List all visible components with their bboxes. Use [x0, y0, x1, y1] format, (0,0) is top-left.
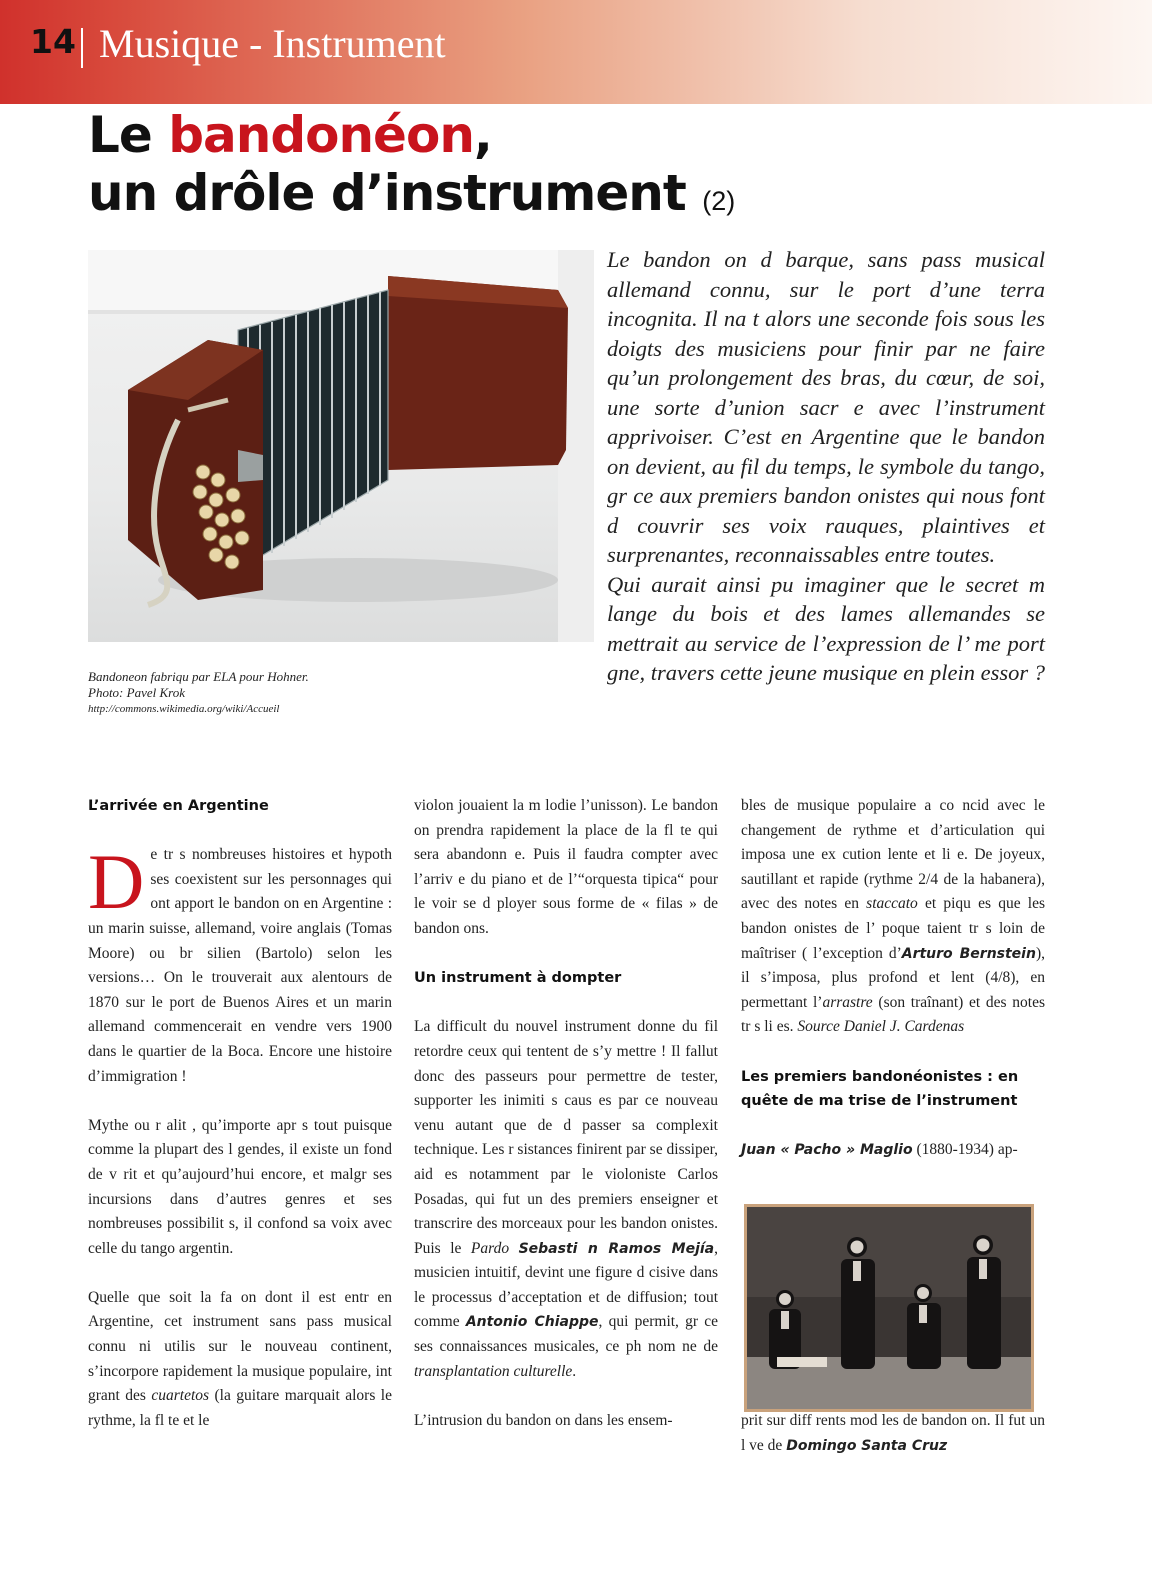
intro-text: [607, 245, 1045, 688]
article-column-1: [88, 794, 392, 1458]
drop-cap: D: [88, 838, 145, 926]
name-chiappe: Antonio Chiappe: [465, 1314, 599, 1331]
caption-url: http://commons.wikimedia.org/wiki/Accueil: [88, 703, 280, 715]
heading-dompter: Un instrument à dompter: [414, 970, 622, 987]
title-line-1: [88, 106, 735, 164]
col2-paragraph-2: [414, 1015, 718, 1384]
page-number: 14: [30, 22, 76, 61]
article-title: [88, 106, 735, 230]
section-title: Musique - Instrument: [99, 21, 446, 66]
article-column-2: [414, 794, 718, 1458]
col1-p3-italic: cuartetos: [151, 1387, 210, 1405]
col2-p2-italic-2: transplantation culturelle: [414, 1362, 573, 1380]
col1-paragraph-2: Mythe ou r alit , qu’importe apr s tout puisque comme la plupart des l gendes, il existe un fond de v rit et qu’aujourd’hui encore, et malgr ses incursions dans d’autres genres et ses nombreuses possibilit s, il confond sa voix avec celle du tango argentin.: [88, 1116, 392, 1257]
title-line2-text: un drôle d’instrument: [88, 164, 686, 222]
col2-p2c: , qui permit, gr ce ses connaissances musicales, ce ph nom ne de: [414, 1313, 718, 1356]
col3-p3a: prit sur diff rents mod les de bandon on. Il fut un l ve de: [741, 1411, 1045, 1454]
col3-paragraph-1: [741, 794, 1045, 1040]
col1-p3b: (la guitare marquait alors le rythme, la fl te et le: [88, 1387, 392, 1429]
col3-p1c: ), il s’imposa, plus profond et lent (4/8), en permettant l’: [741, 944, 1045, 1011]
col2-paragraph-1: violon jouaient la m lodie l’unisson). Le bandon on prendra rapidement la place de la fl te qui sera abandonn e. Puis il faudra compter avec l’arriv e du piano et de l’“orquesta tipica“ pour le voir se d ployer sous forme de « filas » de bandon ons.: [414, 797, 718, 937]
bandoneon-photo: [88, 250, 594, 642]
heading-arrivee: L’arrivée en Argentine: [88, 798, 269, 814]
title-line-2: [88, 164, 735, 230]
col3-paragraph-2: [741, 1138, 1045, 1163]
name-maglio: Juan « Pacho » Maglio: [741, 1142, 913, 1159]
col3-p1b: et piqu es que les bandon onistes de l’ poque taient tr s loin de maîtriser ( l’exception d’: [741, 895, 1045, 962]
title-highlight: bandonéon: [168, 106, 474, 164]
title-suffix: (2): [702, 186, 736, 216]
page-header: [0, 0, 1152, 104]
name-santa-cruz: Domingo Santa Cruz: [786, 1437, 948, 1454]
caption-line-2: Photo: Pavel Krok: [88, 685, 185, 700]
col3-italic-staccato: staccato: [866, 895, 918, 913]
name-bernstein: Arturo Bernstein: [901, 945, 1036, 962]
col3-italic-arrastre: arrastre: [822, 993, 873, 1011]
intro-paragraph-1: Le bandon on d barque, sans pass musical allemand connu, sur le port d’une terra incognita. Il na t alors une seconde fois sous les doigts des musiciens pour finir par ne faire qu’un prolongement des bras, du cœur, de soi, une sorte d’union sacr e avec l’instrument apprivoiser. C’est en Argentine que le bandon on devient, au fil du temps, le symbole du tango, gr ce aux premiers bandon onistes qui nous font d couvrir ses voix rauques, plaintives et surprenantes, reconnaissables entre toutes.: [607, 247, 1045, 567]
col3-source: Source Daniel J. Cardenas: [797, 1018, 965, 1036]
band-photo: [744, 1204, 1034, 1412]
col2-p2a: La difficult du nouvel instrument donne du fil retordre ceux qui tentent de s’y mettre ! Il fallut donc des passeurs pour permettre de tester, supporter les inimiti s caus es par ce nouveau venu autant que de d passer sa complexit technique. Les r sistances finirent par se dissiper, aid es notamment par le violoniste Carlos Posadas, qui fut un des premiers enseigner et transcrire des morceaux pour les bandon onistes. Puis le: [414, 1018, 718, 1257]
col3-paragraph-3: [741, 1409, 1045, 1458]
header-divider: [81, 28, 83, 68]
col2-p2d: .: [572, 1362, 577, 1380]
title-part2: ,: [473, 106, 492, 164]
caption-line-1: Bandoneon fabriqu par ELA pour Hohner.: [88, 669, 309, 684]
name-ramos-mejia: Sebasti n Ramos Mejía: [518, 1240, 715, 1257]
col3-p1a: bles de musique populaire a co ncid avec le changement de rythme et d’articulation qui imposa une ex cution lente et li e. De joyeux, sautillant et rapide (rythme 2/4 de la habanera), avec des notes en: [741, 797, 1045, 913]
title-part1: Le: [88, 106, 169, 164]
intro-paragraph-2: Qui aurait ainsi pu imaginer que le secret m lange du bois et des lames allemandes se mettrait au service de l’expression de l’ me port gne, travers cette jeune musique en plein essor ?: [607, 571, 1046, 685]
col2-p2b: , musicien intuitif, devint une figure d cisive dans le processus d’acceptation et de diffusion; tout comme: [414, 1239, 718, 1331]
band-illustration: [747, 1207, 1031, 1409]
col1-paragraph-1: [88, 838, 392, 1089]
bandoneon-illustration: [88, 250, 594, 642]
col2-paragraph-3: L’intrusion du bandon on dans les ensem-: [414, 1411, 673, 1429]
col1-p3a: Quelle que soit la fa on dont il est entr en Argentine, cet instrument sans pass musical connu ni utilis sur le nouveau continent, s’incorpore rapidement la musique populaire, int grant des: [88, 1288, 392, 1405]
col3-p2: (1880-1934) ap-: [912, 1141, 1018, 1159]
photo-caption: [88, 669, 568, 717]
col3-p1d: (son traînant) et des notes tr s li es.: [741, 993, 1045, 1036]
col1-p1-text: e tr s nombreuses histoires et hypoth ses coexistent sur les personnages qui ont apport le bandon on en Argentine : un marin suisse, allemand, voire anglais (Tomas Moore) ou br silien (Bartolo) selon les versions… On le trouverait aux alentours de 1870 sur le port de Buenos Aires et un marin allemand commencerait en vendre vers 1900 dans le quartier de la Boca. Encore une histoire d’immigration !: [88, 846, 392, 1085]
col2-p2-italic: Pardo: [470, 1239, 519, 1257]
heading-premiers-bandoneonistes: Les premiers bandonéonistes : en quête de ma trise de l’instrument: [741, 1068, 1019, 1110]
col1-paragraph-3: [88, 1286, 392, 1434]
